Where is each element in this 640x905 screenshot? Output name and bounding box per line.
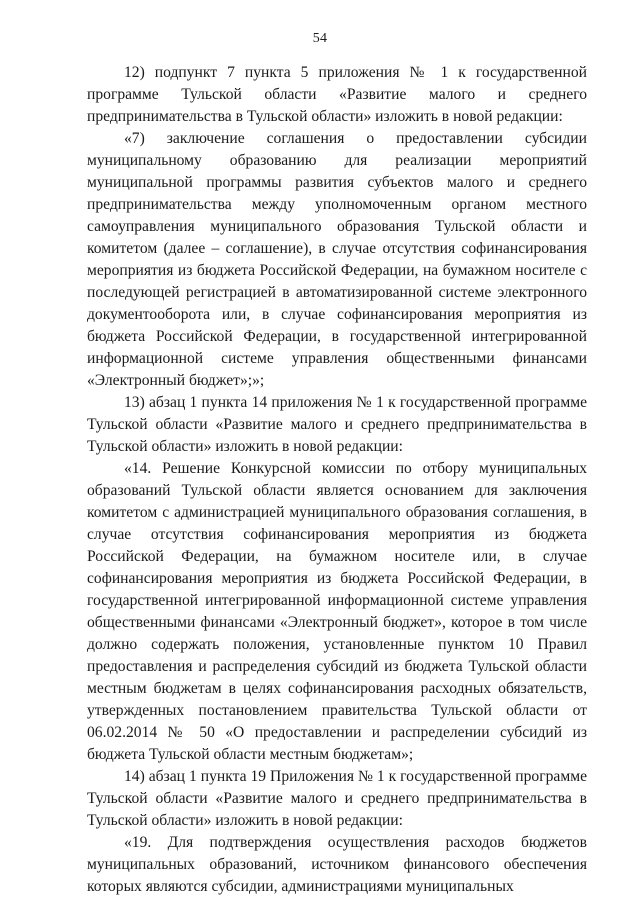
paragraph-quoted-item-14: «14. Решение Конкурсной комиссии по отбору муниципальных образований Тульской области является основанием для заключения комитетом с администрацией муниципального образования соглашения, в случае отсутствия софинансирования мероприятия из бюджета Российской Федерации, на бумажном носителе или, в случае софинансирования мероприятия из бюджета Российской Федерации, в государственной интегрированной информационной системе управления общественными финансами «Электронный бюджет», которое в том числе должно содержать положения, установленные пунктом 10 Правил предоставления и распределения субсидий из бюджета Тульской области местным бюджетам в целях софинансирования расходных обязательств, утвержденных постановлением правительства Тульской области от 06.02.2014 № 50 «О предоставлении и распределении субсидий из бюджета Тульской области местным бюджетам»; <box>87 460 587 763</box>
document-body <box>87 62 587 898</box>
paragraph-item-12: 12) подпункт 7 пункта 5 приложения № 1 к государственной программе Тульской области «Развитие малого и среднего предпринимательства в Тульской области» изложить в новой редакции: <box>87 64 587 125</box>
paragraph-quoted-item-19: «19. Для подтверждения осуществления расходов бюджетов муниципальных образований, источником финансового обеспечения которых являются субсидии, администрациями муниципальных <box>87 834 587 895</box>
paragraph-item-14: 14) абзац 1 пункта 19 Приложения № 1 к государственной программе Тульской области «Развитие малого и среднего предпринимательства в Тульской области» изложить в новой редакции: <box>87 768 587 829</box>
page-number: 54 <box>312 31 328 46</box>
paragraph-quoted-item-7: «7) заключение соглашения о предоставлении субсидии муниципальному образованию для реализации мероприятий муниципальной программы развития субъектов малого и среднего предпринимательства между уполномоченным органом местного самоуправления муниципального образования Тульской области и комитетом (далее – соглашение), в случае отсутствия софинансирования мероприятия из бюджета Российской Федерации, на бумажном носителе с последующей регистрацией в автоматизированной системе электронного документооборота или, в случае софинансирования мероприятия из бюджета Российской Федерации, в государственной интегрированной информационной системе управления общественными финансами «Электронный бюджет»;»; <box>87 130 587 389</box>
paragraph-item-13: 13) абзац 1 пункта 14 приложения № 1 к государственной программе Тульской области «Развитие малого и среднего предпринимательства в Тульской области» изложить в новой редакции: <box>87 394 587 455</box>
